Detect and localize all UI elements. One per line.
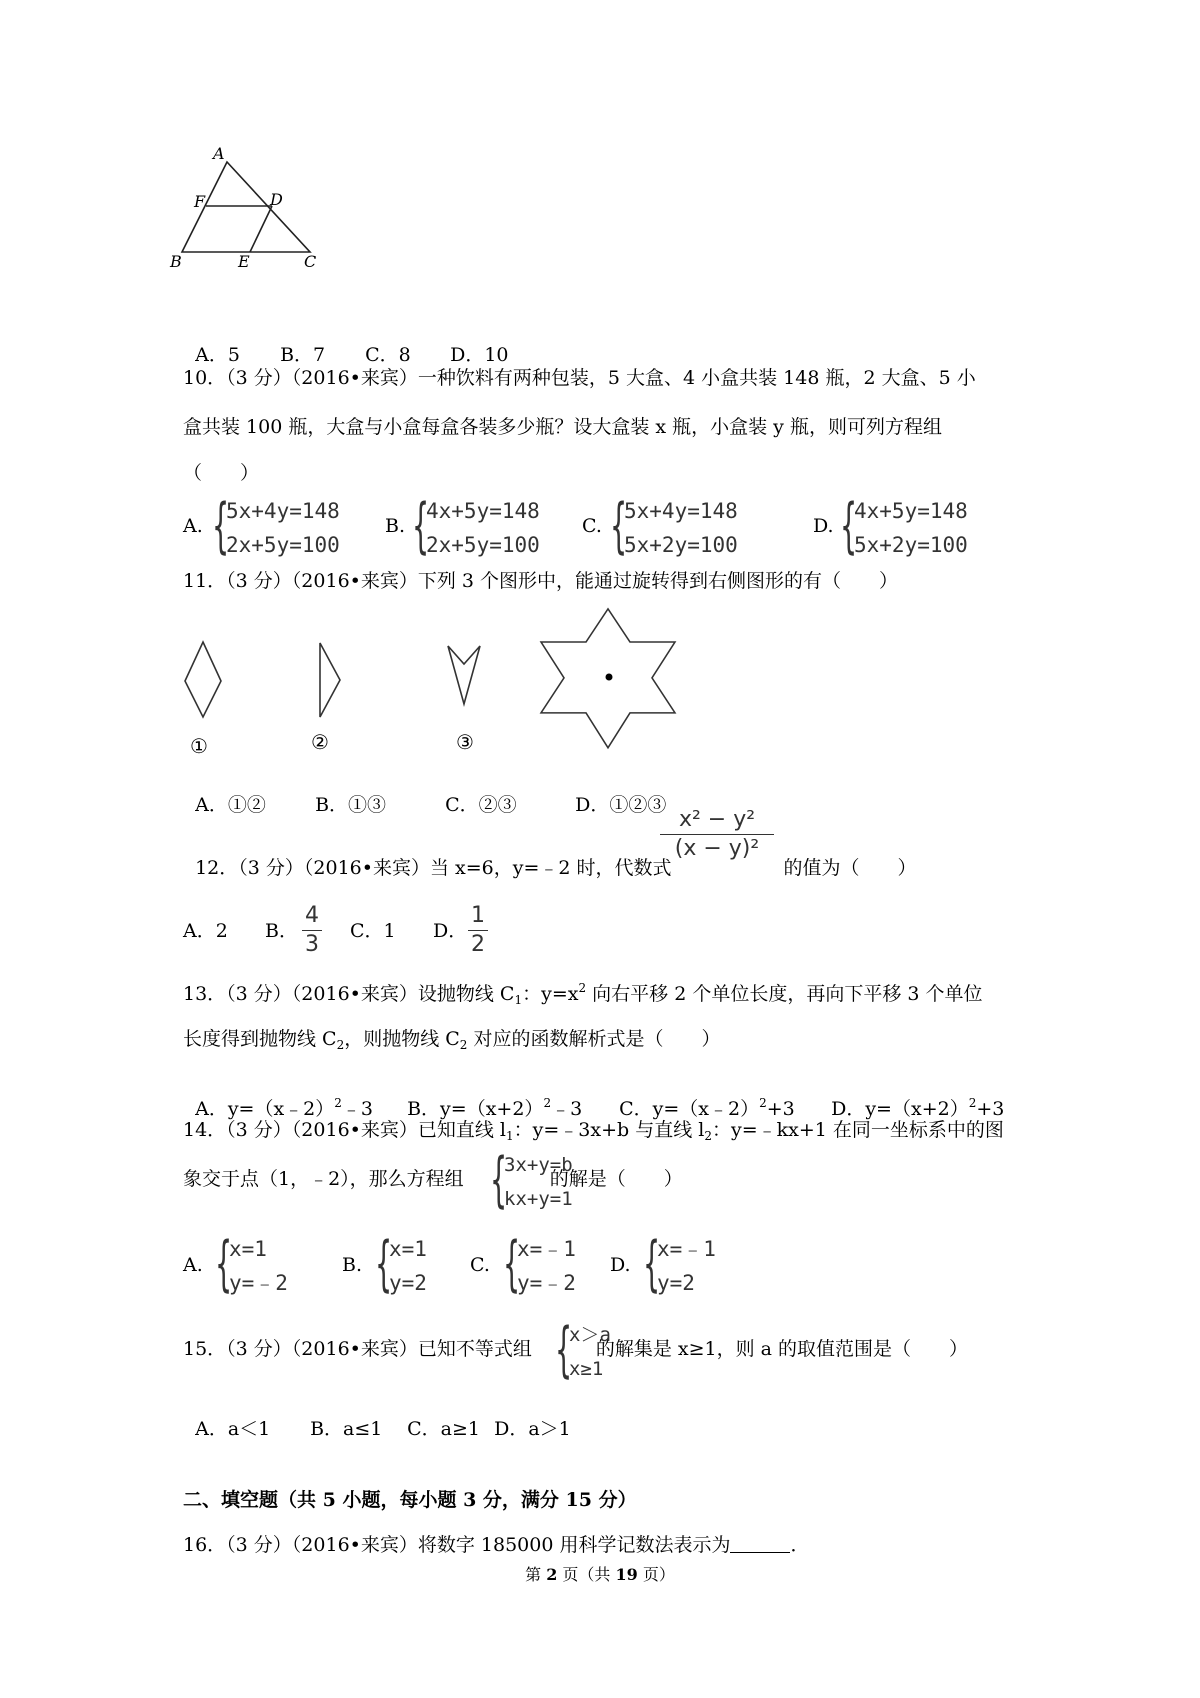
fraction-bar (468, 930, 488, 931)
q14-option-d-letter[interactable]: D. (610, 1254, 631, 1276)
q15-inequality-system (555, 1315, 625, 1388)
q13-c-sup: 2 (759, 1096, 767, 1110)
q10-line-2: 盒共装 100 瓶，大盒与小盒每盒各装多少瓶？设大盒装 x 瓶，小盒装 y 瓶，则可列方程组 (183, 416, 942, 438)
label-D: D (270, 190, 283, 209)
page-footer (0, 1562, 1200, 1585)
section-2-heading: 二、填空题（共 5 小题，每小题 3 分，满分 15 分） (183, 1489, 637, 1511)
q9-option-c[interactable]: C．8 (365, 344, 411, 366)
q10-c-eq1: 5x+4y=148 (624, 499, 738, 523)
q14-c-eq2: y=﹣2 (517, 1271, 576, 1295)
q12-numerator: x² − y² (678, 807, 756, 832)
brace-icon: { (490, 1145, 508, 1215)
q15-option-c[interactable]: C．a≥1 (407, 1418, 480, 1440)
label-F: F (194, 192, 206, 211)
q13-d-pre: D．y=（x+2） (831, 1098, 969, 1120)
q11-figure-1-label: ① (190, 734, 208, 758)
q13-d-sup: 2 (968, 1096, 977, 1110)
q10-b-eq2: 2x+5y=100 (426, 533, 540, 557)
q14-l2a: 象交于点（1，﹣2），那么方程组 (183, 1168, 464, 1190)
q10-a-eq1: 5x+4y=148 (226, 499, 340, 523)
q13-l1-sup: 2 (578, 981, 587, 995)
brace-icon: { (503, 1229, 521, 1299)
q14-l1-sub1: 1 (505, 1129, 514, 1143)
q10-c-eq2: 5x+2y=100 (624, 533, 738, 557)
q13-c-post: +3 (766, 1098, 795, 1120)
q11-figures (170, 600, 730, 760)
label-E: E (238, 252, 250, 271)
q10-option-c-letter[interactable]: C. (582, 515, 602, 537)
q15-option-d[interactable]: D．a＞1 (494, 1418, 571, 1440)
q12-option-b-fraction[interactable] (302, 903, 322, 958)
q12-b-den: 3 (305, 932, 319, 957)
fraction-bar (302, 930, 322, 931)
label-C: C (304, 252, 317, 271)
q9-options (183, 319, 509, 367)
q13-c-pre: C．y=（x﹣2） (619, 1098, 760, 1120)
q16-line (183, 1533, 810, 1557)
brace-icon: { (212, 491, 230, 561)
q12-option-a[interactable]: A．2 (183, 920, 228, 942)
brace-icon: { (840, 491, 858, 561)
footer-page-number: 2 (546, 1565, 558, 1584)
brace-icon: { (215, 1229, 233, 1299)
q14-l1b: ：y=﹣3x+b 与直线 l (513, 1119, 705, 1141)
q13-l2c: 对应的函数解析式是（ ） (467, 1028, 721, 1050)
q15-suffix: 的解集是 x≥1，则 a 的取值范围是（ ） (595, 1338, 969, 1360)
q9-option-a[interactable]: A．5 (195, 344, 240, 366)
q11-options (183, 769, 666, 817)
q14-option-d-system[interactable] (643, 1229, 743, 1302)
star-center-dot (606, 674, 613, 681)
q10-b-eq1: 4x+5y=148 (426, 499, 540, 523)
q16-text: 16．（3 分）（2016•来宾）将数字 185000 用科学记数法表示为 (183, 1534, 731, 1556)
q10-option-b-letter[interactable]: B. (385, 515, 406, 537)
q14-b-eq2: y=2 (389, 1271, 427, 1295)
brace-icon: { (643, 1229, 661, 1299)
q14-eq1: 3x+y=b (504, 1154, 573, 1176)
q9-option-d[interactable]: D．10 (450, 344, 509, 366)
brace-icon: { (610, 491, 628, 561)
q15-options (183, 1393, 571, 1441)
footer-total-pages: 19 (615, 1565, 638, 1584)
q11-option-d[interactable]: D．①②③ (575, 794, 667, 816)
q13-b-sup: 2 (543, 1096, 552, 1110)
q13-l1-sub: 1 (514, 993, 523, 1007)
q13-l2b: ，则抛物线 C (344, 1028, 460, 1050)
q11-figure-2-label: ② (311, 730, 329, 754)
q13-b-pre: B．y=（x+2） (407, 1098, 544, 1120)
q12-option-d-letter[interactable]: D． (433, 920, 468, 942)
q13-l2a: 长度得到抛物线 C (183, 1028, 337, 1050)
q13-l1b: ：y=x (522, 983, 579, 1005)
q10-line-3: （ ） (183, 462, 260, 484)
q10-option-a-system[interactable] (212, 491, 362, 564)
footer-pre: 第 (525, 1565, 547, 1584)
q13-l1a: 13．（3 分）（2016•来宾）设抛物线 C (183, 983, 515, 1005)
fraction-bar (660, 834, 774, 835)
label-A: A (213, 144, 225, 163)
q12-suffix: 的值为（ ） (783, 857, 917, 879)
footer-mid: 页（共 (557, 1565, 616, 1584)
q11-figure-3-label: ③ (456, 730, 474, 754)
q12-b-num: 4 (305, 903, 319, 928)
q10-option-a-letter[interactable]: A. (183, 515, 203, 537)
q13-b-post: ﹣3 (551, 1098, 583, 1120)
q12-option-b-letter[interactable]: B． (265, 920, 298, 942)
footer-post: 页） (637, 1565, 675, 1584)
q11-shapes-svg (170, 600, 730, 760)
q12-line (183, 832, 917, 880)
q14-l1c: ：y=﹣kx+1 在同一坐标系中的图 (711, 1119, 1004, 1141)
q14-d-eq1: x=﹣1 (657, 1237, 716, 1261)
q14-line-1 (183, 1118, 1004, 1142)
q11-option-c[interactable]: C．②③ (445, 794, 517, 816)
q13-a-sup: 2 (334, 1096, 342, 1110)
q10-option-c-system[interactable] (610, 491, 760, 564)
q12-d-den: 2 (471, 932, 485, 957)
q10-line-1: 10．（3 分）（2016•来宾）一种饮料有两种包装，5 大盒、4 小盒共装 148 瓶，2 大盒、5 小 (183, 367, 976, 389)
q14-option-c-system[interactable] (503, 1229, 603, 1302)
q15-eq2: x≥1 (569, 1358, 604, 1380)
q11-line-1: 11．（3 分）（2016•来宾）下列 3 个图形中，能通过旋转得到右侧图形的有（ ） (183, 570, 899, 592)
q10-a-eq2: 2x+5y=100 (226, 533, 340, 557)
q15-option-a[interactable]: A．a＜1 (195, 1418, 271, 1440)
q15-eq1: x＞a (569, 1324, 611, 1346)
q9-triangle-figure (170, 140, 330, 280)
q13-l2-sub2: 2 (459, 1038, 468, 1052)
q14-l1-sub2: 2 (704, 1129, 712, 1143)
q14-option-a-system[interactable] (215, 1229, 315, 1302)
q14-l2b: 的解是（ ） (549, 1168, 683, 1190)
q13-options (183, 1073, 1004, 1121)
brace-icon: { (375, 1229, 393, 1299)
rhombus-shape (185, 642, 221, 717)
q14-option-c-letter[interactable]: C. (470, 1254, 490, 1276)
q16-answer-blank[interactable] (730, 1534, 790, 1553)
label-B: B (170, 252, 182, 271)
q14-b-eq1: x=1 (389, 1237, 427, 1261)
q13-line-1 (183, 982, 983, 1006)
q12-option-d-fraction[interactable] (468, 903, 488, 958)
q14-line-2 (183, 1167, 683, 1191)
q16-end: ． (790, 1534, 810, 1556)
q10-d-eq1: 4x+5y=148 (854, 499, 968, 523)
q13-a-pre: A．y=（x﹣2） (195, 1098, 335, 1120)
q13-d-post: +3 (976, 1098, 1005, 1120)
arrowhead-shape (448, 646, 480, 704)
q13-line-2 (183, 1027, 720, 1051)
q13-a-post: ﹣3 (341, 1098, 374, 1120)
q14-c-eq1: x=﹣1 (517, 1237, 576, 1261)
q14-a-eq2: y=﹣2 (229, 1271, 288, 1295)
triangle-shape (320, 643, 340, 717)
q9-option-b[interactable]: B．7 (280, 344, 326, 366)
q11-option-b[interactable]: B．①③ (315, 794, 387, 816)
q15-option-b[interactable]: B．a≤1 (310, 1418, 383, 1440)
q12-d-num: 1 (471, 903, 485, 928)
q14-option-b-system[interactable] (375, 1229, 455, 1302)
q10-option-b-system[interactable] (412, 491, 562, 564)
q14-option-a-letter[interactable]: A. (183, 1254, 203, 1276)
q12-prefix: 12．（3 分）（2016•来宾）当 x=6，y=﹣2 时，代数式 (195, 857, 672, 879)
q14-a-eq1: x=1 (229, 1237, 267, 1261)
q10-option-d-system[interactable] (840, 491, 990, 564)
q14-eq2: kx+y=1 (504, 1188, 573, 1210)
q13-l2-sub1: 2 (336, 1038, 345, 1052)
q12-fraction (660, 807, 774, 862)
q11-option-a[interactable]: A．①② (195, 794, 266, 816)
brace-icon: { (555, 1315, 573, 1385)
brace-icon: { (412, 491, 430, 561)
q15-prefix: 15．（3 分）（2016•来宾）已知不等式组 (183, 1338, 532, 1360)
q10-option-d-letter[interactable]: D. (813, 515, 834, 537)
q12-option-c[interactable]: C．1 (350, 920, 396, 942)
q14-option-b-letter[interactable]: B. (342, 1254, 363, 1276)
q14-d-eq2: y=2 (657, 1271, 695, 1295)
q12-denominator: (x − y)² (674, 836, 760, 861)
q10-d-eq2: 5x+2y=100 (854, 533, 968, 557)
q14-l1a: 14．（3 分）（2016•来宾）已知直线 l (183, 1119, 506, 1141)
q14-equation-system (490, 1145, 580, 1218)
q13-l1c: 向右平移 2 个单位长度，再向下平移 3 个单位 (586, 983, 983, 1005)
